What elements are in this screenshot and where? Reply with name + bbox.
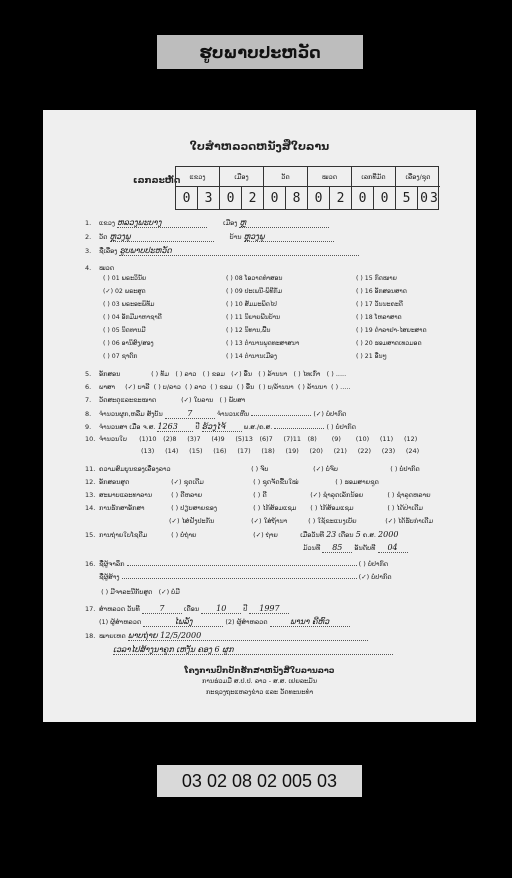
leaf-count-cell: (23) (381, 447, 396, 455)
leaf-count-cell: (24) (405, 447, 420, 455)
language-option[interactable]: ( ) ຂອມ (210, 383, 233, 391)
leaf-count-cell: (16) (213, 447, 227, 455)
date-unknown-option[interactable]: ( ) ບໍ່ປາກົດ (326, 423, 356, 431)
leaf-count-cell: (8) (307, 435, 317, 443)
ref-digit: 2 (242, 187, 264, 209)
preservation-option[interactable]: ( ) ປຽບສາຍຂອງ (171, 504, 217, 512)
language-option[interactable]: ( ) ..... (330, 383, 351, 391)
row-sponsor: ຊື່ຜູ້ສ້າງ (✓) ບໍ່ປາກົດ (99, 573, 392, 581)
row-material: 7. ວັດສະດຸແລະຂະໜາດ (✓) ໃບລານ ( ) ພັບສາ (85, 396, 246, 404)
language-option[interactable]: ( ) ບ/ລາວ (153, 383, 181, 391)
footer-line-2: ການຮ່ວມມື ສ.ປ.ປ. ລາວ - ສ.ສ. ເຢຍລະມັນ (201, 677, 318, 685)
cat-option[interactable]: ( ) 01 ພຣະວິນັຍ (103, 275, 147, 282)
leaf-count-cell: (21) (333, 447, 347, 455)
ref-header-category: ໝວດ (308, 167, 352, 187)
set-option[interactable]: (✓) ຊຸດເດີມ (171, 478, 204, 486)
cat-option[interactable]: ( ) 08 ໂອວາດທຳສອນ (226, 275, 283, 282)
village-value: ຫຼວງພູ (244, 232, 334, 242)
preservation-option[interactable]: ( ) ໃຊ້ຂະແນງເບັຍ (308, 517, 357, 525)
leaf-count-cell: (1)10 (139, 435, 157, 443)
cat-option[interactable]: ( ) 21 ອື່ນໆ (356, 353, 387, 360)
leaf-count-cell: (2)8 (163, 435, 177, 443)
leaf-count-cell: (10) (355, 435, 370, 443)
script-option[interactable]: (✓) ອື່ນ (231, 370, 253, 378)
footer-line-1: ໂຄງການປົກປັກຮັກສາຫນັງສືໃບລານລາວ (184, 666, 335, 675)
survey-month: 10 (201, 604, 241, 614)
cat-option[interactable]: ( ) 10 ສັມມະພິດໄປ (226, 301, 277, 308)
leaf-count-cell: (5)13 (235, 435, 253, 443)
leaf-count-cell: (15) (189, 447, 203, 455)
completeness-option[interactable]: ( ) ບໍ່ປາກົດ (390, 465, 420, 473)
cat-option[interactable]: ( ) 05 ນິດທານມີ (103, 327, 146, 334)
microfilm-year: 2000 (378, 530, 399, 539)
order-value: 04 (378, 543, 408, 553)
reel-value: 85 (322, 543, 352, 553)
leaf-count-cell: (9) (331, 435, 341, 443)
row-temple: 2. ວັດ ຫຼວງພູ ບ້ານ ຫຼວງພູ (85, 232, 334, 242)
colophon-option[interactable]: (✓) ບໍ່ມີ (158, 588, 180, 596)
cat-option[interactable]: ( ) 06 ອານິສົງ/ສອງ (103, 340, 154, 347)
row-surveyors: (1) ຜູ້ສຳຫລວດ ໄພລັງ (2) ຜູ້ສຳຫລວດ ພານາ ຄີຫົວ (99, 617, 350, 627)
colophon-option[interactable]: ( ) ມີຈາລະນີກັບສູດ (101, 588, 153, 596)
row-province: 1. ແຂວງ ຫລວງພະບາງ ເມືອງ ຫຼ (85, 218, 329, 228)
row-completeness: 11. ຄວາມສົມບູນຂອງເລື່ອງລາວ ( ) ຈົບ (✓) ບໍ່ຈົບ ( ) ບໍ່ປາກົດ (85, 465, 420, 473)
temple-value: ຫຼວງພູ (110, 232, 214, 242)
header-title-label: ຮູບພາບປະຫວັດ (157, 35, 363, 69)
language-option[interactable]: ( ) ບ/ລ້ານນາ (258, 383, 294, 391)
row-category-label: 4. ໝວດ (85, 264, 115, 272)
completeness-option[interactable]: (✓) ບໍ່ຈົບ (313, 465, 338, 473)
condition-option[interactable]: ( ) ດີ (253, 491, 267, 499)
row-script: 5. ອັກສອນ ( ) ທັມ ( ) ລາວ ( ) ຂອມ (✓) ອື່ນ ( ) ລ້ານນາ ( ) ໄທເກົ່າ ( ) ..... (85, 370, 347, 378)
form-footer (43, 665, 476, 698)
remarks-line-1: ພາບຖ່າຍ 12/5/2000 (128, 631, 368, 641)
ref-header-province: ແຂວງ (176, 167, 220, 187)
year-name-value: ຮ້ວງໄຈ້ (202, 422, 242, 432)
survey-day: 7 (142, 604, 182, 614)
cat-option[interactable]: ( ) 03 ພຣະອະພິທັມ (103, 301, 155, 308)
ref-digit: 0 (308, 187, 330, 209)
surveyor-1: ໄພລັງ (143, 617, 223, 627)
bundle-count-value: 7 (165, 409, 215, 419)
survey-year: 1997 (249, 604, 289, 614)
cat-option[interactable]: ( ) 14 ຕຳນານເມືອງ (226, 353, 277, 360)
row-leaf-count-2 (141, 447, 424, 455)
row-remarks: 18. ໝາຍເຫດ ພາບຖ່າຍ 12/5/2000 (85, 631, 368, 641)
ref-digit: 0 (264, 187, 286, 209)
ref-digit: 3 (198, 187, 220, 209)
cat-option[interactable]: ( ) 17 ວັນນະຄະດີ (356, 301, 403, 308)
cs-year-value: 1263 (157, 422, 193, 432)
leaf-count-cell: (13) (141, 447, 155, 455)
ref-digit: 0 (374, 187, 396, 209)
row-microfilm: 15. ການຖ່າຍໃບໂຊດີມ ( ) ບໍ່ຖ່າຍ (✓) ຖ່າຍ ເມື່ອວັນທີ 23 ເດືອນ 5 ຄ.ສ. 2000 (85, 530, 399, 539)
microfilm-option[interactable]: (✓) ຖ່າຍ (253, 531, 278, 539)
leaf-count-cell: (12) (403, 435, 418, 443)
language-option[interactable]: ( ) ອື່ນ (236, 383, 255, 391)
leaf-count-cell: (18) (261, 447, 275, 455)
row-leaf-count: 10. ຈຳນວນໃບ (1)10 (2)8 (3)7 (4)9 (5)13 (6)7 (7)11 (8) (9) (10) (11) (12) (85, 435, 422, 443)
row-bundles: 8. ຈຳນວນຜູກ,ຫລືມ ສັງບັນ 7 ຈຳນວນເຫີນ (✓) ບໍ່ປາກົດ (85, 409, 347, 418)
footer-line-3: ກະຊວງຖະແຫລງຂ່າວ ແລະ ວັດທະນະທຳ (205, 688, 314, 696)
language-option[interactable]: ( ) ລາວ (185, 383, 207, 391)
cat-option[interactable]: ( ) 07 ຊາດົກ (103, 353, 138, 360)
row-remarks-2 (113, 645, 393, 655)
ref-digit: 0 (352, 187, 374, 209)
ref-header-district: ເມືອງ (220, 167, 264, 187)
material-option[interactable]: (✓) ໃບລານ (181, 396, 214, 404)
leaf-count-cell: (6)7 (259, 435, 273, 443)
leaf-count-cell: (19) (285, 447, 299, 455)
row-colophon (85, 588, 180, 596)
cat-option[interactable]: ( ) 04 ອັກມີມາຫາຊາດີ (103, 314, 162, 321)
leaf-count-cell: (17) (237, 447, 251, 455)
microfilm-day: 23 (326, 530, 337, 539)
district-value: ຫຼ (239, 218, 329, 228)
cat-option[interactable]: ( ) 15 ກົດໝາຍ (356, 275, 397, 282)
script-option[interactable]: ( ) ..... (326, 370, 347, 378)
condition-option[interactable]: ( ) ດີຫລາຍ (171, 491, 203, 499)
ref-digit-pair (418, 187, 440, 209)
preservation-option[interactable]: ( ) ໄກ້ສ້ອມແຊມ (310, 504, 354, 512)
row-date-written: 9. ຈຳນວນສາ ເມື່ອ ຈ.ສ. 1263 ປີ ຮ້ວງໄຈ້ ພ.ສ./ຄ.ສ. ( ) ບໍ່ປາກົດ (85, 422, 356, 431)
cat-option[interactable]: ( ) 20 ຮອມສາດເທວມອດ (356, 340, 422, 347)
preservation-option[interactable]: (✓) ໄດ້ຮັບກ່າເດີມ (385, 517, 434, 525)
ref-code-grid (175, 166, 439, 210)
province-value: ຫລວງພະບາງ (117, 218, 207, 228)
leaf-count-cell: (4)9 (211, 435, 225, 443)
ref-digit: 3 (430, 190, 438, 206)
language-option[interactable]: (✓) ບາລີ (125, 383, 150, 391)
story-title-value: ຮູບພາບປະຫວັດ (119, 246, 359, 256)
script-option[interactable]: ( ) ລາວ (175, 370, 197, 378)
leaf-count-cell: (14) (165, 447, 179, 455)
condition-option[interactable]: ( ) ຊຳລຸດຫລາຍ (387, 491, 431, 499)
preservation-option[interactable]: (✓) ໄສ່ຝັງປະກັນ (169, 517, 215, 525)
microfilm-option[interactable]: ( ) ບໍ່ຖ່າຍ (171, 531, 197, 539)
script-option[interactable]: ( ) ລ້ານນາ (258, 370, 288, 378)
cat-option[interactable]: ( ) 16 ອັກສອນສາດ (356, 288, 407, 295)
cat-option[interactable]: ( ) 13 ຕຳນານພຸດທະສາສນາ (226, 340, 300, 347)
ref-digit: 0 (176, 187, 198, 209)
sponsor-unknown-option[interactable]: (✓) ບໍ່ປາກົດ (358, 573, 392, 581)
script-option[interactable]: ( ) ຂອມ (202, 370, 225, 378)
row-story-title: 3. ຊື່ເລື່ອງ ຮູບພາບປະຫວັດ (85, 246, 359, 256)
row-language: 6. ພາສາ (✓) ບາລີ ( ) ບ/ລາວ ( ) ລາວ ( ) ຂອມ ( ) ອື່ນ ( ) ບ/ລ້ານນາ ( ) ລ້ານນາ ( ) ..... (85, 383, 351, 391)
ref-header-bundle: ເລກທີ່ມັດ (352, 167, 396, 187)
set-option[interactable]: ( ) ຊຸດຈັດຂື້ນໃໝ່ (253, 478, 299, 486)
condition-option[interactable]: (✓) ຊຳລຸດເລັກນ້ອຍ (310, 491, 364, 499)
completeness-option[interactable]: ( ) ຈົບ (251, 465, 269, 473)
row-scribe: 16. ຊື່ຜູ້ຈາລຶກ ( ) ບໍ່ປາກົດ (85, 560, 389, 568)
preservation-option[interactable]: ( ) ໄດ້ປ່າເດີມ (387, 504, 423, 512)
ref-header-story: ເລື່ອງ/ຊຸດ (396, 167, 440, 187)
ref-digit: 2 (330, 187, 352, 209)
preservation-option[interactable]: ( ) ໄກ້ສ້ອມແຊມ (253, 504, 297, 512)
leaf-count-cell: (3)7 (187, 435, 201, 443)
scribe-unknown-option[interactable]: ( ) ບໍ່ປາກົດ (358, 560, 389, 568)
preservation-option[interactable]: (✓) ໃສ່ຖ້ານາ (251, 517, 288, 525)
cat-option[interactable]: ( ) 18 ໂຫລາສາດ (356, 314, 402, 321)
bottom-code-label: 03 02 08 02 005 03 (157, 765, 362, 797)
ref-header-temple: ວັດ (264, 167, 308, 187)
cat-option[interactable]: ( ) 12 ນິທານ,ພື້ນ (226, 327, 271, 334)
language-option[interactable]: ( ) ລ້ານນາ (297, 383, 327, 391)
row-survey-date: 17. ສຳຫລວດ ວັນທີ 7 ເດືອນ 10 ປີ 1997 (85, 604, 289, 614)
survey-form-sheet (43, 110, 476, 722)
remarks-line-2: ເວລາໄປສ້າງນາຄູກ ເຫງັນ ຄອງ 6 ຜູກ (113, 645, 393, 655)
leaf-count-cell: (20) (309, 447, 323, 455)
row-condition: 13. ສະພາບແລະທາລານ ( ) ດີຫລາຍ ( ) ດີ (✓) ຊຳລຸດເລັກນ້ອຍ ( ) ຊຳລຸດຫລາຍ (85, 491, 431, 499)
form-title: ໃບສຳຫລວດຫນັງສືໃບລານ (189, 140, 330, 153)
microfilm-month: 5 (355, 530, 361, 539)
leaf-count-cell: (22) (357, 447, 372, 455)
script-option[interactable]: ( ) ໄທເກົ່າ (293, 370, 321, 378)
script-option[interactable]: ( ) ທັມ (151, 370, 170, 378)
leaf-count-cell: (7)11 (283, 435, 302, 443)
ref-digit: 5 (396, 187, 418, 209)
cat-option[interactable]: (✓) 02 ພຣະສູດ (103, 288, 146, 295)
row-preservation: 14. ການຮັກສາອັກສາ ( ) ປຽບສາຍຂອງ ( ) ໄກ້ສ້ອມແຊມ ( ) ໄກ້ສ້ອມແຊມ ( ) ໄດ້ປ່າເດີມ (85, 504, 423, 512)
leaf-count-cell: (11) (379, 435, 394, 443)
cat-option[interactable]: ( ) 11 ນິຍາຍພີນບ້ານ (226, 314, 281, 321)
row-set: 12. ອັກສອນສູດ (✓) ຊຸດເດີມ ( ) ຊຸດຈັດຂື້ນໃໝ່ ( ) ຮອມສາຍຊຸດ (85, 478, 379, 486)
surveyor-2: ພານາ ຄີຫົວ (270, 617, 350, 627)
cat-option[interactable]: ( ) 09 ປະເພນີ-ພິທີກັມ (226, 288, 283, 295)
row-microfilm-reel: ມ້ວນທີ 85 ອັນດັບທີ 04 (303, 543, 408, 553)
ref-digit: 0 (220, 187, 242, 209)
set-option[interactable]: ( ) ຮອມສາຍຊຸດ (335, 478, 379, 486)
bundles-unknown-option[interactable]: (✓) ບໍ່ປາກົດ (313, 410, 347, 418)
row-preservation-2 (169, 517, 433, 525)
ref-digit: 0 (420, 190, 428, 206)
ref-digit: 8 (286, 187, 308, 209)
ref-label: ເລກລະຫັດ (133, 176, 181, 186)
material-option[interactable]: ( ) ພັບສາ (219, 396, 246, 404)
cat-option[interactable]: ( ) 19 ດຳລາຢາ-ໄສຍະສາດ (356, 327, 427, 334)
